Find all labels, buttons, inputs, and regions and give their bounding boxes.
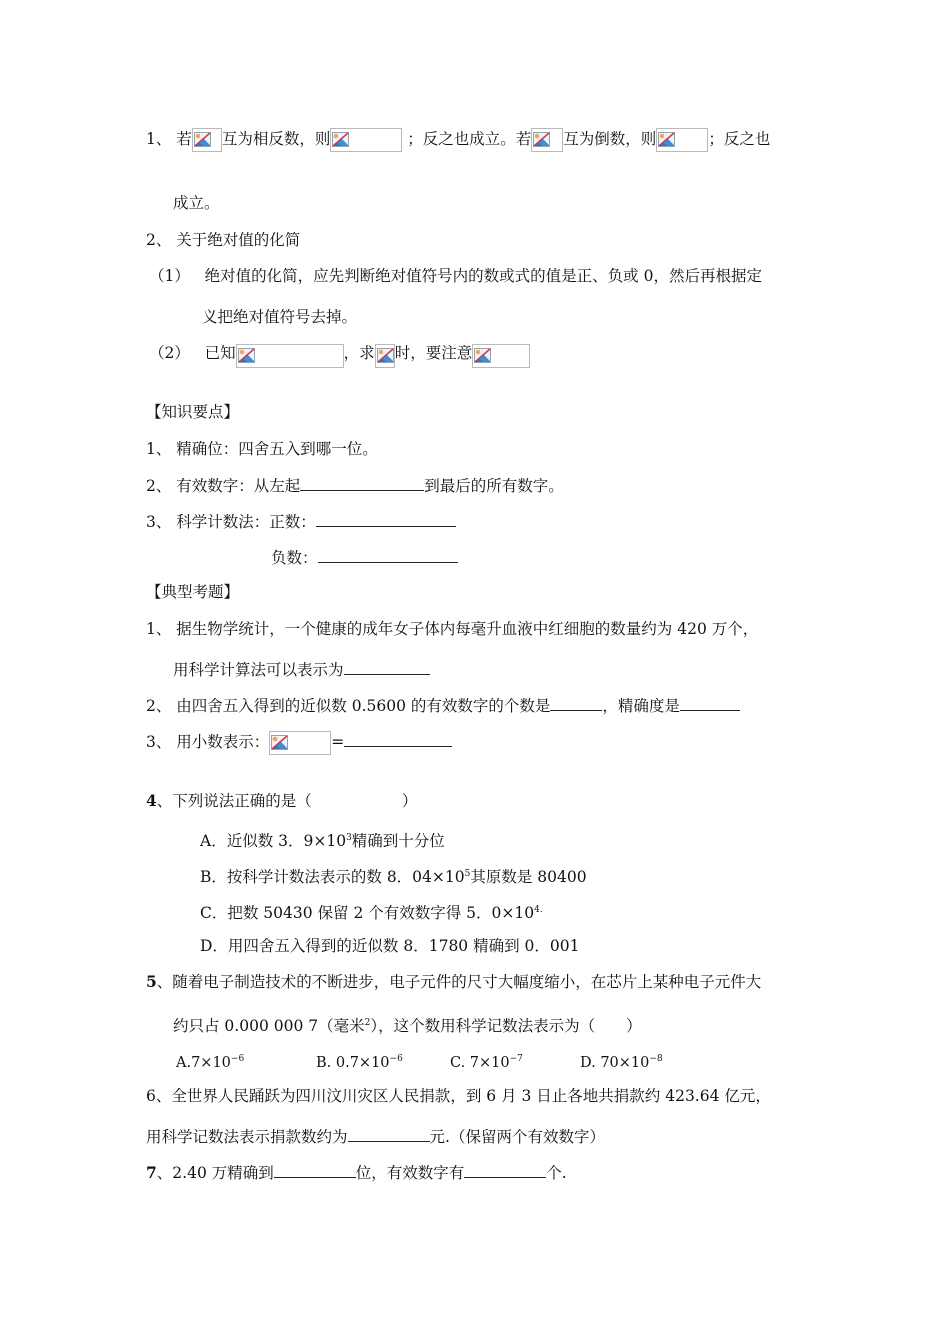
text: 到最后的所有数字。	[424, 477, 564, 495]
broken-image-icon	[377, 348, 394, 363]
exponent: −6	[230, 1054, 245, 1064]
answer-blank	[316, 511, 456, 527]
text: 时，要注意	[394, 344, 473, 362]
answer-blank	[274, 1162, 356, 1178]
exponent: 4.	[534, 905, 543, 915]
answer-blank	[344, 659, 430, 675]
list-item	[146, 475, 564, 496]
item-1-line	[146, 128, 770, 152]
text: 精确到十分位	[351, 832, 445, 851]
text: 、2.40 万精确到	[156, 1164, 274, 1182]
formula-image	[269, 731, 331, 755]
text: B．按科学计数法表示的数 8．04×10	[200, 868, 465, 887]
question-5-options	[176, 1049, 663, 1073]
broken-image-icon	[238, 348, 255, 363]
option-a	[200, 828, 445, 851]
answer-blank	[464, 1162, 546, 1178]
exponent: 5	[464, 869, 471, 879]
sub-item-2	[149, 343, 530, 368]
option-b	[316, 1049, 450, 1073]
question-3	[146, 731, 452, 755]
option-d: D．用四舍五入得到的近似数 8．1780 精确到 0．001	[200, 937, 580, 955]
answer-blank	[318, 547, 458, 563]
answer-blank	[344, 731, 452, 747]
question-1-continuation	[173, 659, 430, 680]
question-4	[146, 791, 417, 811]
formula-image	[656, 128, 708, 152]
section-title: 2、 关于绝对值的化简	[146, 231, 301, 249]
answer-blank	[680, 695, 740, 711]
text: 若	[176, 130, 192, 148]
broken-image-icon	[474, 348, 491, 363]
list-item	[146, 511, 456, 532]
text: 3、 科学计数法：正数：	[146, 513, 316, 531]
text: 、下列说法正确的是（	[156, 792, 312, 810]
text: ）	[401, 792, 418, 810]
text: D. 70×10	[580, 1054, 650, 1071]
text: C．把数 50430 保留 2 个有效数字得 5．0×10	[200, 904, 535, 923]
broken-image-icon	[194, 132, 211, 147]
text: ；反之也成立。若	[407, 130, 532, 148]
exponent: 3	[346, 833, 352, 843]
formula-image	[236, 344, 344, 368]
question-number: 5	[146, 972, 157, 991]
formula-image	[192, 128, 222, 152]
question-7	[146, 1162, 567, 1183]
text: C. 7×10	[450, 1054, 510, 1071]
text: ，精确度是	[602, 697, 680, 715]
question-5-continuation	[173, 1013, 642, 1036]
item-number: 1、	[146, 130, 172, 148]
exponent: −7	[509, 1054, 523, 1064]
text: =	[331, 733, 345, 751]
text: ；反之也	[708, 130, 771, 148]
broken-image-icon	[271, 735, 288, 750]
question-1: 1、 据生物学统计，一个健康的成年女子体内每毫升血液中红细胞的数量约为 420 万个，	[146, 620, 759, 638]
exponent: −8	[649, 1054, 663, 1064]
broken-image-icon	[533, 132, 550, 147]
formula-image	[330, 128, 402, 152]
question-number: 7	[146, 1163, 157, 1182]
section-title: 【典型考题】	[146, 583, 240, 601]
answer-blank	[300, 475, 424, 491]
section-title: 【知识要点】	[146, 403, 240, 421]
text: 、随着电子制造技术的不断进步，电子元件的尺寸大幅度缩小，在芯片上某种电子元件大	[156, 973, 762, 991]
text: A．近似数 3．9×10	[200, 832, 347, 851]
question-number: 4	[146, 791, 157, 810]
text: 约只占 0.000 000 7（毫米	[173, 1017, 365, 1036]
formula-image	[472, 344, 530, 368]
option-b	[200, 864, 587, 887]
text: 3、 用小数表示：	[146, 733, 270, 751]
text: 个.	[546, 1164, 567, 1182]
option-c	[450, 1049, 580, 1073]
text: 互为倒数，则	[563, 130, 657, 148]
text: 用科学计算法可以表示为	[173, 661, 344, 679]
list-item: 1、 精确位：四舍五入到哪一位。	[146, 440, 378, 458]
text: A.7×10	[176, 1054, 231, 1071]
exponent: 2	[364, 1018, 371, 1028]
broken-image-icon	[658, 132, 675, 147]
text: 元.（保留两个有效数字）	[429, 1128, 605, 1146]
text: 负数：	[271, 549, 318, 567]
list-item-continuation	[271, 547, 458, 568]
formula-image	[531, 128, 563, 152]
question-2	[146, 695, 740, 716]
text: ），这个数用科学记数法表示为（ ）	[370, 1017, 642, 1036]
sub-item-number: （2）	[149, 344, 190, 362]
text: 2、 由四舍五入得到的近似数 0.5600 的有效数字的个数是	[146, 697, 551, 715]
sub-item-1-continuation: 义把绝对值符号去掉。	[202, 308, 358, 326]
text: 2、 有效数字：从左起	[146, 477, 301, 495]
text: ，求	[343, 344, 375, 362]
sub-item-1	[149, 266, 762, 286]
option-c	[200, 900, 543, 923]
text: 互为相反数，则	[221, 130, 331, 148]
text: 位，有效数字有	[355, 1164, 465, 1182]
text: B. 0.7×10	[316, 1054, 390, 1071]
formula-image	[375, 344, 395, 368]
text: 绝对值的化简，应先判断绝对值符号内的数或式的值是正、负或 0，然后再根据定	[204, 267, 762, 285]
broken-image-icon	[332, 132, 349, 147]
text: 已知	[204, 344, 236, 362]
answer-blank	[348, 1126, 430, 1142]
sub-item-number: （1）	[149, 267, 190, 285]
option-a	[176, 1049, 316, 1073]
item-1-continuation: 成立。	[173, 194, 220, 212]
question-6-continuation	[146, 1126, 605, 1147]
text: 其原数是 80400	[470, 868, 587, 887]
text: 用科学记数法表示捐款数约为	[146, 1128, 348, 1146]
option-d	[580, 1055, 663, 1071]
question-6: 6、全世界人民踊跃为四川汶川灾区人民捐款，到 6 月 3 日止各地共捐款约 423.64 亿元，	[146, 1087, 771, 1105]
question-5	[146, 972, 761, 992]
answer-blank	[550, 695, 602, 711]
exponent: −6	[389, 1054, 403, 1064]
